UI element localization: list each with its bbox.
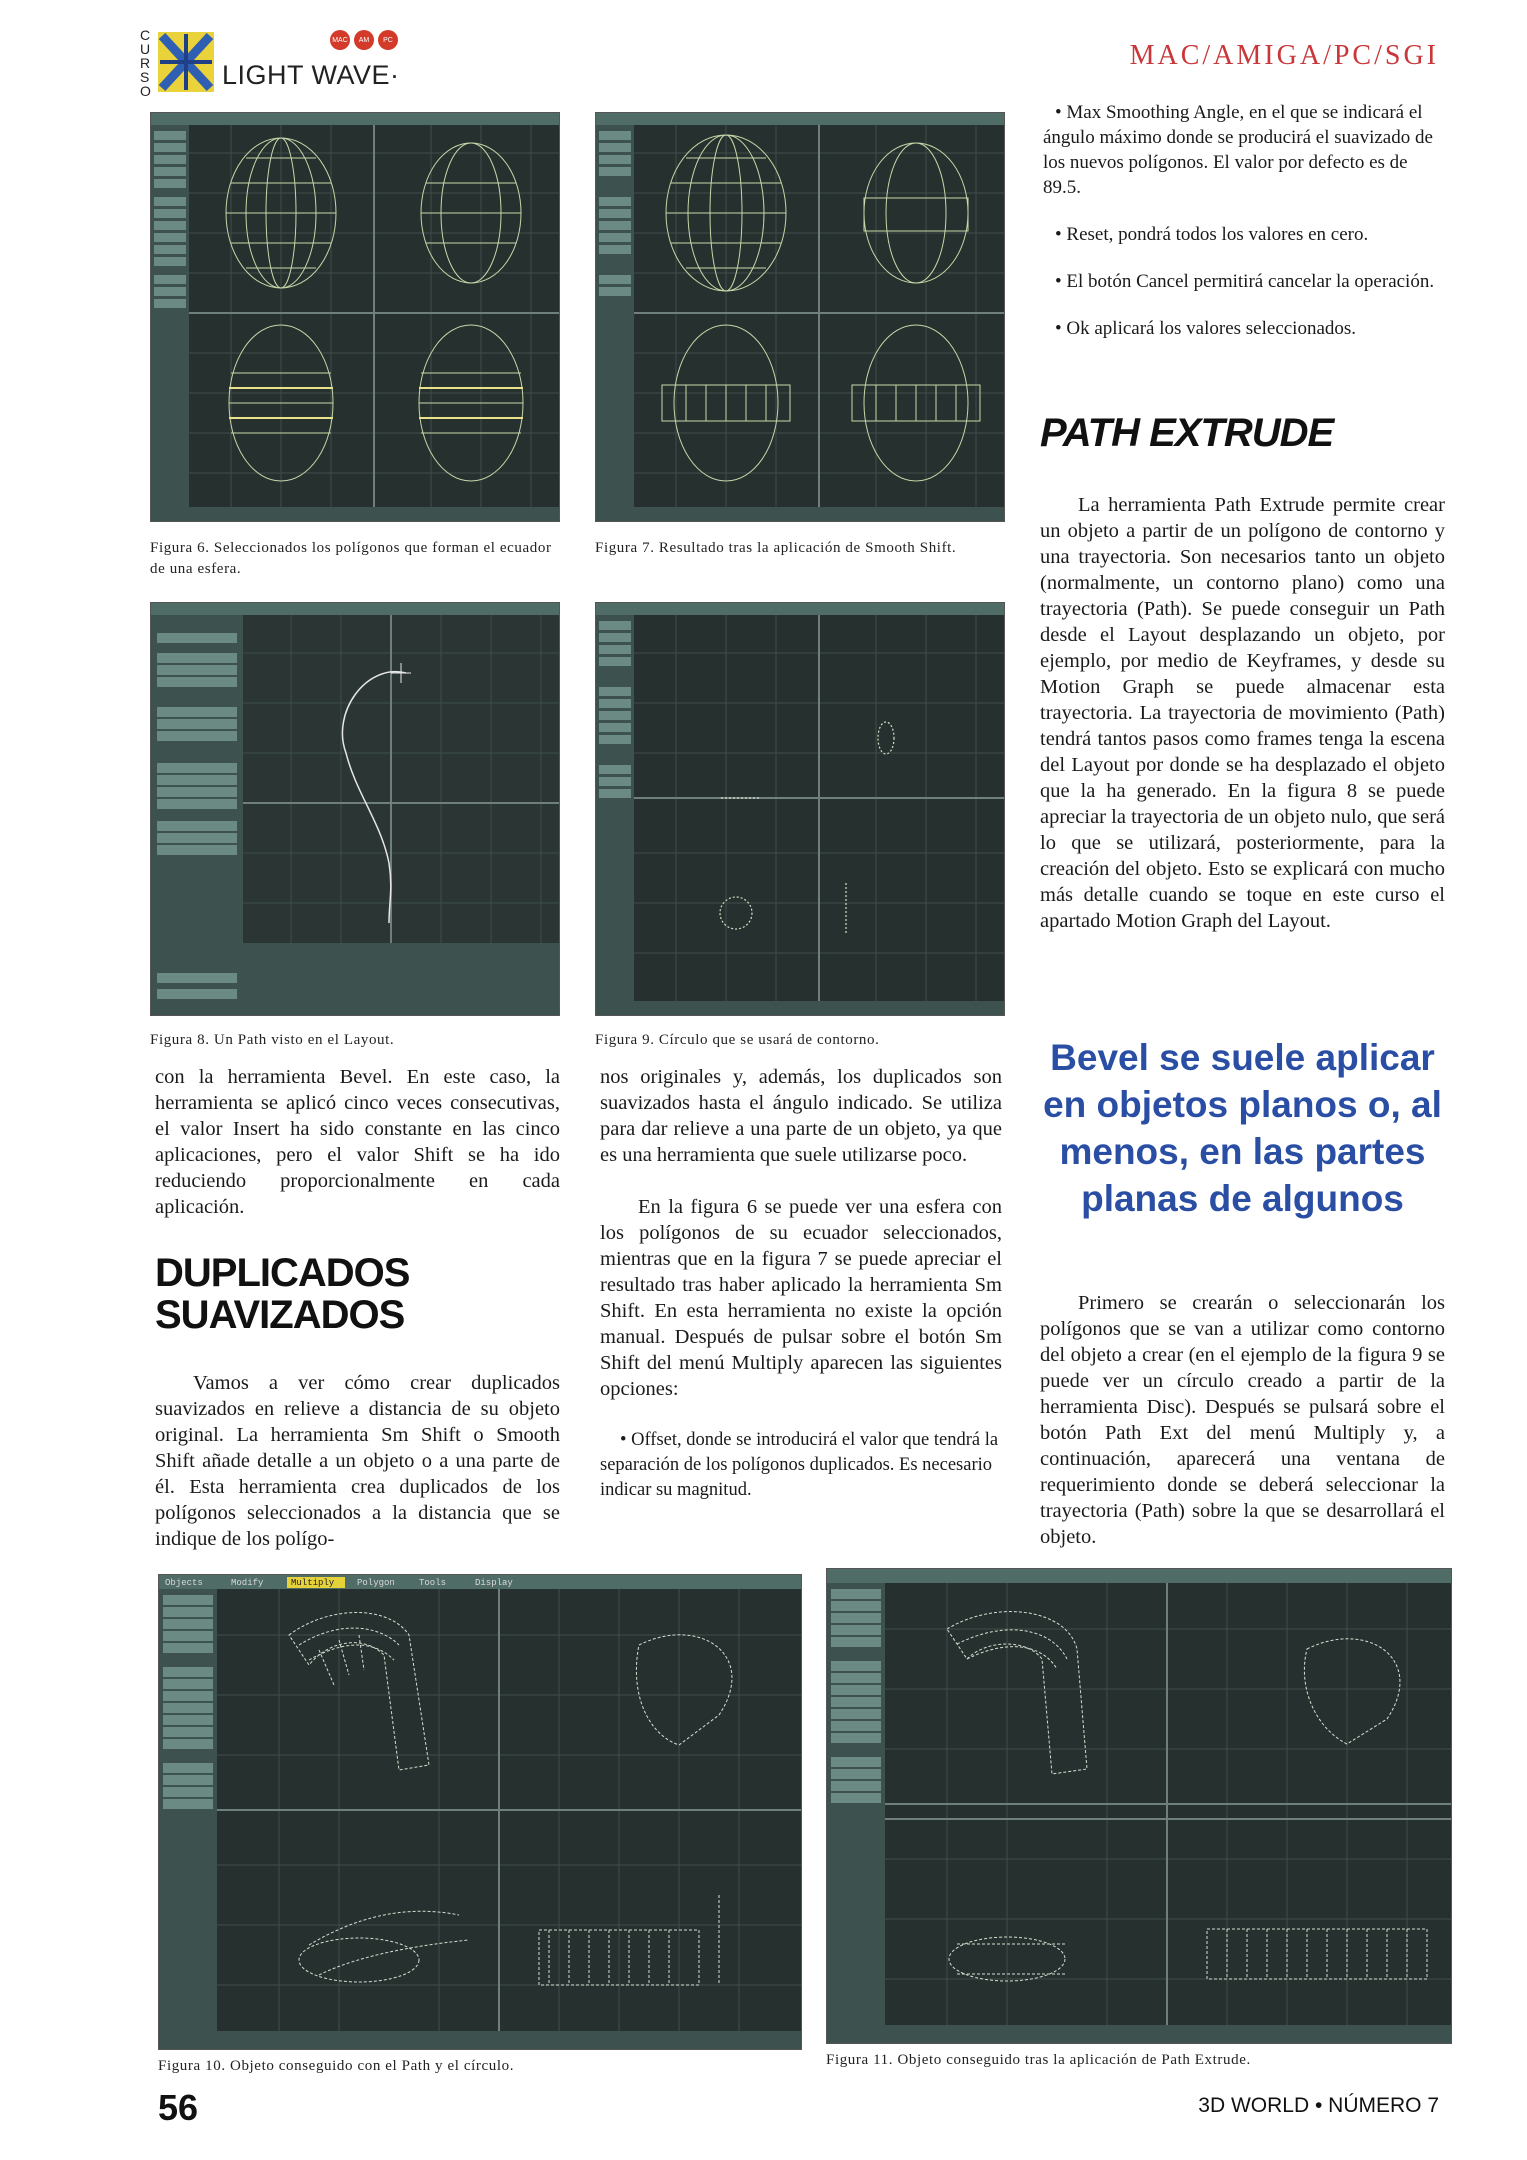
column-3-paragraph-1: La herramienta Path Extrude permite crear un objeto a partir de un polígono de contorno y una trayectoria. Son necesarios tanto un objeto (normalmente, un contorno plano) como una trayectoria (Path). Se puede conseguir un Path desde el Layout desplazando un objeto, por ejemplo, por medio de Keyframes, y desde su Motion Graph se puede almacenar esta trayectoria. La trayectoria de movimiento (Path) tendrá tantos pasos como frames tenga la escena del Layout por donde se ha desplazado el objeto que la ha generado. En la figura 8 se puede apreciar la trayectoria de un objeto nulo, que será lo que se utilizará, posteriormente, para la creación del objeto. Esto se explicará con mucho más detalle cuando se toque en este curso el apartado Motion Graph del Layout. [1040, 494, 1445, 932]
column-2-text [600, 1064, 1002, 1525]
figure-10-caption: Figura 10. Objeto conseguido con el Path y el círculo. [158, 2058, 515, 2074]
section-title: LIGHT WAVE· [222, 60, 400, 90]
tab-objects: Objects [165, 1578, 203, 1588]
pc-badge: PC [378, 30, 398, 50]
figure-8-screenshot [150, 602, 560, 1016]
figure-7-caption: Figura 7. Resultado tras la aplicación de Smooth Shift. [595, 540, 957, 556]
figure-11-screenshot [826, 1568, 1452, 2044]
cancel-bullet: • El botón Cancel permitirá cancelar la operación. [1055, 271, 1435, 292]
column-1-paragraph-1: con la herramienta Bevel. En este caso, la herramienta se aplicó cinco veces consecutivas, el valor Insert ha sido constante en las cinco aplicaciones, pero el valor Shift se ha ido reduciendo proporcionalmente en cada aplicación. [155, 1066, 560, 1218]
page-number: 56 [158, 2087, 199, 2128]
max-smoothing-bullet: • Max Smoothing Angle, en el que se indicará el ángulo máximo donde se producirá el suavizado de los nuevos polígonos. El valor por defecto es de 89.5. [1043, 102, 1433, 198]
pull-quote [1040, 1034, 1445, 1222]
reset-bullet: • Reset, pondrá todos los valores en cero. [1055, 224, 1369, 245]
figure-8-caption: Figura 8. Un Path visto en el Layout. [150, 1032, 395, 1048]
figure-10-screenshot [158, 1574, 802, 2050]
duplicados-heading [155, 1252, 560, 1336]
column-2-paragraph-1: nos originales y, además, los duplicados son suavizados hasta el ángulo indicado. Se utiliza para dar relieve a una parte de un objeto, ya que es una herramienta que suele utilizarse poco. [600, 1066, 1002, 1166]
tab-modify: Modify [231, 1578, 264, 1588]
amiga-badge: AM [354, 30, 374, 50]
figure-11-caption: Figura 11. Objeto conseguido tras la aplicación de Path Extrude. [826, 2052, 1251, 2068]
figure-6-screenshot [150, 112, 560, 522]
tab-polygon: Polygon [357, 1578, 395, 1588]
duplicados-heading-line-2: SUAVIZADOS [155, 1293, 405, 1337]
figure-6-caption: Figura 6. Seleccionados los polígonos que forman el ecuador de una esfera. [150, 540, 552, 577]
mac-badge: MAC [330, 30, 350, 50]
column-1-text [155, 1064, 560, 1246]
path-extrude-heading: PATH EXTRUDE [1040, 411, 1334, 455]
column-2-paragraph-2: En la figura 6 se puede ver una esfera con los polígonos de su ecuador seleccionados, mientras que en la figura 7 se puede apreciar el resultado tras haber aplicado la herramienta Sm Shift. En esta herramienta no existe la opción manual. Después de pulsar sobre el botón Sm Shift del menú Multiply aparecen las siguientes opciones: [600, 1196, 1002, 1400]
column-1-paragraph-2: Vamos a ver cómo crear duplicados suavizados en relieve a distancia de su objeto original. La herramienta Sm Shift o Smooth Shift añade detalle a un objeto o a una parte de él. Esta herramienta crea duplicados de los polígonos seleccionados a la distancia que se indique de los polígo- [155, 1372, 560, 1550]
platforms-heading: MAC/AMIGA/PC/SGI [1129, 40, 1439, 71]
column-3-paragraph-2: Primero se crearán o seleccionarán los polígonos que se van a utilizar como contorno del objeto a crear (en el ejemplo de la figura 9 se puede ver un círculo creado a partir de la herramienta Disc). Después se pulsará sobre el botón Path Ext del menú Multiply y, a continuación, aparecerá una ventana de requerimiento donde se deberá seleccionar la trayectoria (Path) sobre la que se desarrollará el objeto. [1040, 1292, 1445, 1548]
publication-issue: 3D WORLD • NÚMERO 7 [1198, 2094, 1439, 2117]
magazine-logo [140, 22, 400, 97]
lightwave-logo-icon [158, 32, 214, 92]
duplicados-heading-line-1: DUPLICADOS [155, 1251, 410, 1295]
platform-badges [330, 30, 398, 50]
tab-tools: Tools [419, 1578, 447, 1588]
series-label: CURSO [140, 27, 151, 99]
figure-9-caption: Figura 9. Círculo que se usará de contorno. [595, 1032, 880, 1048]
figure-7-screenshot [595, 112, 1005, 522]
tab-display: Display [475, 1578, 513, 1588]
column-1-text-2 [155, 1370, 560, 1578]
column-3-bullets [1043, 100, 1445, 363]
tab-multiply: Multiply [291, 1578, 335, 1588]
column-3-text-2 [1040, 1290, 1445, 1576]
pull-quote-text: Bevel se suele aplicar en objetos planos o, al menos, en las partes planas de algunos [1043, 1037, 1442, 1219]
column-3-text [1040, 492, 1445, 960]
figure-9-screenshot [595, 602, 1005, 1016]
offset-bullet: • Offset, donde se introducirá el valor que tendrá la separación de los polígonos duplicados. Es necesario indicar su magnitud. [600, 1430, 999, 1500]
ok-bullet: • Ok aplicará los valores seleccionados. [1055, 318, 1357, 339]
